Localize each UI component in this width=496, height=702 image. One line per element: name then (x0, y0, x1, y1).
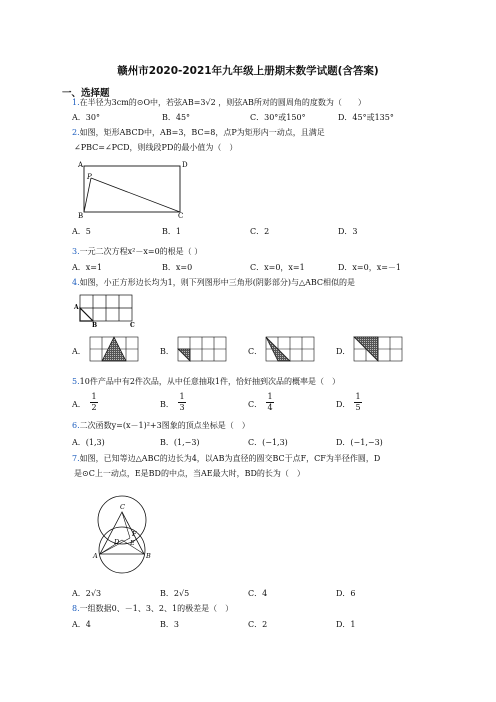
label-b: B (146, 552, 151, 560)
option-a[interactable]: A． (72, 347, 86, 356)
option-c[interactable]: C．30°或150° (250, 113, 306, 122)
question-text: 二次函数y=(x－1)²+3图象的顶点坐标是（ ） (79, 421, 250, 430)
option-d[interactable]: D． (336, 400, 351, 409)
option-c[interactable]: C．2 (248, 620, 268, 629)
question-text: 一元二次方程x²－x=0的根是（ ） (79, 247, 203, 256)
option-b[interactable]: B． (160, 347, 174, 356)
option-a[interactable]: A．5 (72, 227, 91, 236)
rectangle-abcd (84, 166, 180, 212)
option-a[interactable]: A．4 (72, 620, 91, 629)
question-4 (72, 278, 355, 288)
label-a: A (93, 552, 98, 560)
question-text: 如图，小正方形边长均为1，则下列图形中三角形(阴影部分)与△ABC相似的是 (79, 278, 356, 287)
question-text: 一组数据0、－1、3、2、1的极差是（ ） (79, 604, 234, 613)
question-number: 5. (72, 377, 80, 386)
question-number: 4. (72, 278, 80, 287)
option-b[interactable]: B．x=0 (162, 263, 193, 272)
option-b-figure (178, 337, 226, 361)
section-heading: 一、选择题 (62, 88, 110, 99)
question-6 (72, 421, 250, 431)
segment-pc (91, 178, 180, 212)
label-f: F (132, 530, 137, 538)
q6-options (72, 437, 432, 448)
option-d[interactable]: D．3 (338, 227, 358, 236)
label-e: E (130, 539, 135, 547)
q2-options (72, 226, 432, 237)
reference-grid-figure (74, 293, 138, 333)
q7-options (72, 588, 432, 599)
question-5 (72, 377, 340, 387)
option-a[interactable]: A．x=1 (72, 263, 103, 272)
question-1 (72, 98, 366, 108)
q5-options (72, 392, 432, 416)
question-text: 如图，已知等边△ABC的边长为4，以AB为直径的圆交BC于点F，CF为半径作圆，D (79, 454, 381, 463)
label-b: B (78, 212, 84, 220)
label-c: C (120, 503, 125, 511)
segment-pb (84, 178, 91, 212)
option-a[interactable]: A．(1,3) (72, 438, 105, 447)
q4-option-figures (90, 336, 450, 370)
fraction-c: 1 4 (267, 392, 273, 412)
option-b[interactable]: B．(1,−3) (160, 438, 200, 447)
option-d[interactable]: D．6 (336, 589, 356, 598)
label-c: C (178, 212, 184, 220)
option-c[interactable]: C．4 (248, 589, 268, 598)
question-text: 10件产品中有2件次品，从中任意抽取1件，恰好抽到次品的概率是（ ） (79, 377, 340, 386)
q1-options (72, 112, 432, 123)
option-d[interactable]: D． (336, 347, 351, 356)
option-d[interactable]: D．1 (336, 620, 356, 629)
question-7-line-2: 是⊙C上一动点，E是BD的中点，当AE最大时，BD的长为（ ） (74, 469, 305, 478)
question-number: 6. (72, 421, 80, 430)
label-c: C (130, 322, 135, 329)
question-text: 如图，矩形ABCD中，AB=3，BC=8，点P为矩形内一动点，且满足 (79, 128, 325, 137)
option-c-figure (266, 337, 314, 361)
question-number: 8. (72, 604, 80, 613)
option-a[interactable]: A．30° (72, 113, 100, 122)
option-c[interactable]: C．2 (250, 227, 270, 236)
label-b: B (92, 322, 98, 329)
option-d-figure (354, 337, 402, 361)
option-d[interactable]: D．x=0，x=－1 (338, 263, 402, 272)
circle-triangle-figure (92, 492, 162, 580)
option-b[interactable]: B． (160, 400, 174, 409)
q8-options (72, 619, 432, 630)
label-d: D (182, 161, 188, 169)
option-a-figure (90, 337, 138, 361)
question-2-line-2: ∠PBC=∠PCD，则线段PD的最小值为（ ） (74, 143, 238, 152)
rectangle-figure (78, 160, 188, 220)
q3-options (72, 262, 432, 273)
question-number: 3. (72, 247, 80, 256)
option-b[interactable]: B．3 (160, 620, 179, 629)
option-a[interactable]: A．2√3 (72, 589, 102, 598)
fraction-d: 1 5 (355, 392, 361, 412)
question-8 (72, 604, 233, 614)
option-c[interactable]: C． (248, 400, 263, 409)
fraction-a: 1 2 (91, 392, 97, 412)
question-number: 2. (72, 128, 80, 137)
question-number: 1. (72, 98, 80, 107)
question-2 (72, 128, 325, 138)
label-p: P (87, 173, 92, 181)
label-a: A (74, 304, 79, 311)
option-d[interactable]: D．(−1,−3) (336, 438, 383, 447)
label-a: A (78, 161, 84, 169)
question-text: 在半径为3cm的⊙O中，若弦AB=3√2 ，则弦AB所对的圆周角的度数为（ ） (79, 98, 366, 107)
option-a[interactable]: A． (72, 400, 86, 409)
option-c[interactable]: C．(−1,3) (248, 438, 288, 447)
option-c[interactable]: C．x=0，x=1 (250, 263, 305, 272)
question-7 (72, 454, 380, 464)
option-b[interactable]: B．45° (162, 113, 191, 122)
triangle-abc (80, 308, 93, 321)
question-3 (72, 247, 202, 257)
fraction-b: 1 3 (179, 392, 185, 412)
option-b[interactable]: B．1 (162, 227, 181, 236)
option-b[interactable]: B．2√5 (160, 589, 190, 598)
question-number: 7. (72, 454, 80, 463)
page-title: 赣州市2020-2021年九年级上册期末数学试题(含答案) (117, 65, 379, 77)
option-d[interactable]: D．45°或135° (338, 113, 394, 122)
label-d: D (114, 538, 120, 546)
option-c[interactable]: C． (248, 347, 263, 356)
